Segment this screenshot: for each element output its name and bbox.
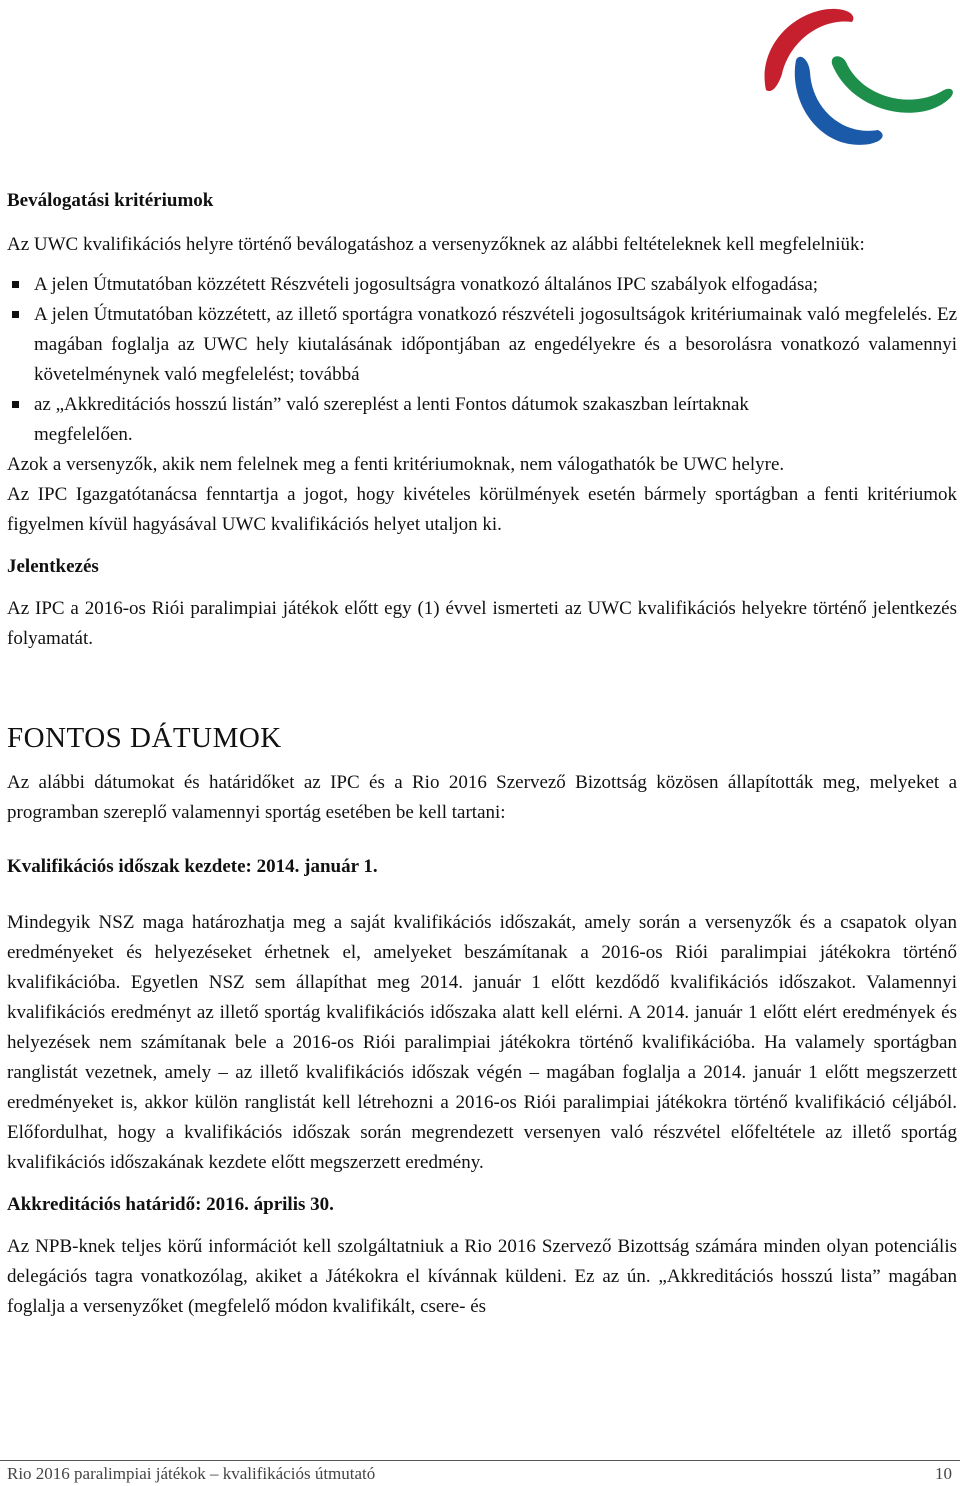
heading-important-dates: FONTOS DÁTUMOK (7, 722, 282, 754)
bullet-icon (12, 401, 19, 408)
list-item: az „Akkreditációs hosszú listán” való szereplést a lenti Fontos dátumok szakaszban leírtaknak (7, 390, 957, 420)
selection-intro: Az UWC kvalifikációs helyre történő beválogatáshoz a versenyzőknek az alábbi feltételeknek kell megfelelniük: (7, 234, 865, 255)
list-item: A jelen Útmutatóban közzétett, az illető sportágra vonatkozó részvételi jogosultságok kritériumainak való megfelelés. Ez magában foglalja az UWC hely kiutalásának időpontjában az engedélyekre és a besorolásra vonatkozó valamennyi követelménynek való megfelelést; továbbá (7, 300, 957, 390)
selection-para-2: Az IPC Igazgatótanácsa fenntartja a jogot, hogy kivételes körülmények esetén bármely sportágban a fenti kritériumok figyelmen kívül hagyásával UWC kvalifikációs helyet utaljon ki. (7, 484, 957, 535)
accreditation-text: Az NPB-knek teljes körű információt kell szolgáltatniuk a Rio 2016 Szervező Bizottság számára minden olyan potenciális delegációs tagra vonatkozólag, akiket a Játékokra el kívánnak küldeni. Ez az ún. „Akkreditációs hosszú lista” magában foglalja a versenyzőket (megfelelő módon kvalifikált, csere- és (7, 1236, 957, 1317)
bullet-icon (12, 281, 19, 288)
page-number: 10 (935, 1464, 952, 1483)
bullet-tail: megfelelően. (34, 424, 133, 445)
heading-application: Jelentkezés (7, 556, 99, 577)
application-text: Az IPC a 2016-os Riói paralimpiai játékok előtt egy (1) évvel ismerteti az UWC kvalifikációs helyekre történő jelentkezés folyamatát. (7, 598, 957, 649)
logo-green-agito (832, 56, 953, 113)
page-footer (7, 1462, 952, 1486)
selection-para-1: Azok a versenyzők, akik nem felelnek meg a fenti kritériumoknak, nem válogathatók be UWC helyre. (7, 454, 785, 475)
heading-selection: Beválogatási kritériumok (7, 190, 214, 211)
bullet-icon (12, 311, 19, 318)
footer-title: Rio 2016 paralimpiai játékok – kvalifikációs útmutató (7, 1464, 376, 1483)
list-item: A jelen Útmutatóban közzétett Részvételi jogosultságra vonatkozó általános IPC szabályok elfogadása; (7, 270, 957, 300)
heading-accreditation-deadline: Akkreditációs határidő: 2016. április 30. (7, 1194, 334, 1215)
footer-divider (0, 1460, 960, 1461)
criteria-list (7, 270, 957, 420)
dates-intro: Az alábbi dátumokat és határidőket az IPC és a Rio 2016 Szervező Bizottság közösen állapították meg, melyeket a programban szereplő valamennyi sportág esetében be kell tartani: (7, 772, 957, 823)
qualification-text: Mindegyik NSZ maga határozhatja meg a saját kvalifikációs időszakát, amely során a versenyzők és a csapatok olyan eredményeket és helyezéseket érhetnek el, amelyeket beszámítanak a 2016-os Riói paralimpiai játékokra történő kvalifikációba. Egyetlen NSZ sem állapíthat meg 2014. január 1 előtt kezdődő kvalifikációs időszakot. Valamennyi kvalifikációs eredményt az illető sportág kvalifikációs időszaka alatt kell elérni. A 2014. január 1 előtt elért eredmények és helyezések nem számítanak bele a 2016-os Riói paralimpiai játékokra történő kvalifikációba. Ha valamely sportágban ranglistát vezetnek, amely – az illető kvalifikációs időszak végén – magában foglalja a 2014. január 1 előtt megszerzett eredményeket is, akkor külön ranglistát kell létrehozni a 2016-os Riói paralimpiai játékokra történő kvalifikáció céljából. Előfordulhat, hogy a kvalifikációs időszak során megrendezett versenyen való részvétel előfeltétele az illető sportág kvalifikációs időszakának kezdete előtt megszerzett eredmény. (7, 912, 957, 1173)
ipc-agitos-logo (752, 2, 957, 152)
heading-qualification-start: Kvalifikációs időszak kezdete: 2014. január 1. (7, 856, 378, 877)
main-content (7, 186, 957, 1322)
